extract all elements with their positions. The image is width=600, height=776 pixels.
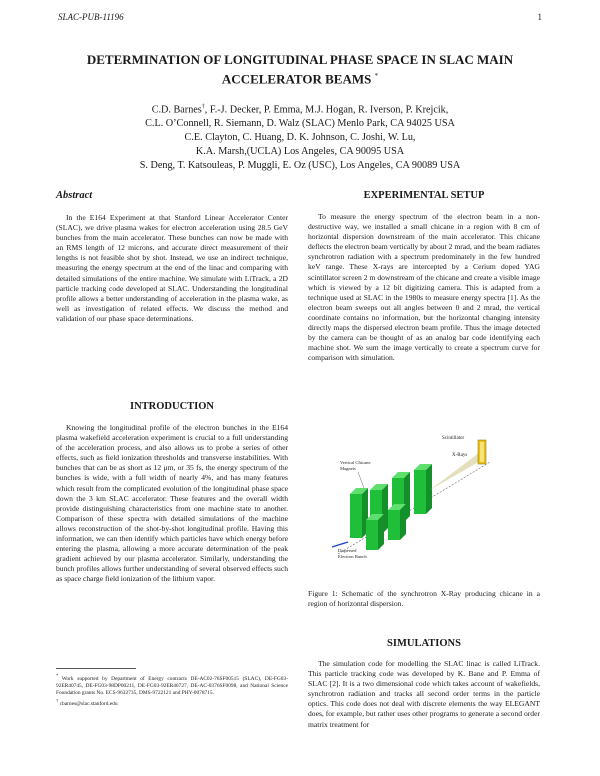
footnote-email-text: cbarnes@slac.stanford.edu: [59, 700, 118, 707]
author-line-3: C.E. Clayton, C. Huang, D. K. Johnson, C. Joshi, W. Lu,: [184, 132, 416, 144]
paper-title: [40, 52, 560, 87]
footnote-funding-mark: *: [56, 673, 59, 678]
author-line-2: C.L. O’Connell, R. Siemann, D. Walz (SLAC) Menlo Park, CA 94025 USA: [145, 118, 455, 130]
author-footnote-mark: †: [201, 104, 205, 110]
label-magnets-leader: [358, 472, 364, 488]
simulations-heading: SIMULATIONS: [387, 638, 461, 649]
experimental-section: [308, 212, 540, 363]
footnote-funding-text: Work supported by Department of Energy contracts DE-AC02-76SF00515 (SLAC), DE-FG03-92ER40745, DE-FG03-98DP00211, DE-FG03-92ER40727, DE-AC-0376SF0098, and National Science Foundation grants No. ECS-9632735, DMS-9722121 and PHY-0078715.: [56, 675, 288, 696]
report-id: SLAC-PUB-11196: [58, 12, 124, 22]
author-line-1-start: C.D. Barnes: [151, 104, 202, 116]
abstract-heading: Abstract: [56, 190, 93, 201]
paper-title-text: DETERMINATION OF LONGITUDINAL PHASE SPACE IN SLAC MAIN ACCELERATOR BEAMS: [86, 52, 514, 87]
scintillator-screen: [478, 440, 486, 464]
author-line-5: S. Deng, T. Katsouleas, P. Muggli, E. Oz (USC), Los Angeles, CA 90089 USA: [139, 160, 461, 172]
simulations-heading-wrap: [308, 638, 540, 649]
abstract-heading-wrap: [56, 190, 288, 207]
label-scintillator: Scintillator: [442, 436, 465, 441]
footnote-email: [56, 697, 288, 708]
author-line-1: [30, 100, 570, 117]
footnote-funding: [56, 672, 288, 697]
chicane-figure: [330, 430, 500, 565]
label-magnets-2: Magnets: [340, 466, 356, 471]
simulations-section: [308, 659, 540, 730]
introduction-section: [56, 423, 288, 585]
abstract-section: [56, 213, 288, 324]
introduction-heading-wrap: [56, 401, 288, 412]
magnet-4: [414, 464, 432, 514]
chicane-magnets: [350, 464, 432, 550]
abstract-text: In the E164 Experiment at that Stanford Linear Accelerator Center (SLAC), we drive plasma wakes for electron acceleration using 28.5 GeV bunches from the main accelerator. These bunches can now be made with an RMS length of 12 microns, and accurate direct measurement of their lengths is not feasible shot by shot. Instead, we use an indirect technique, measuring the energy spectrum at the end of the linac and comparing with detailed simulations of the entire machine. We simulate with LiTrack, a 2D particle tracking code developed at SLAC. Understanding the longitudinal profile allows a better understanding of acceleration in the plasma wake, as well as investigation of related effects. We discuss the method and validation of our phase space determinations.: [56, 213, 288, 323]
label-magnets-1: Vertical Chicane: [340, 460, 371, 465]
experimental-setup-text: To measure the energy spectrum of the electron beam in a non-destructive way, we installed a small chicane in a region with 8 cm of horizontal dispersion downstream of the main accelerator. This chicane deflects the electron beam vertically by about 2 mrad, and the beam radiates synchrotron radiation with a spectrum predominately in the few hundred keV range. These X-rays are intercepted by a Cerium doped YAG scintillator screen 2 m downstream of the chicane and create a visible image which is viewed by a 12 bit digitizing camera. This is adapted from a technique used at SLAC in the 1980s to measure energy spectra [1]. As the electron beam sweeps out all angles between 0 and 2 mrad, the vertical coordinate contains no information, but the horizontal changing intensity directly maps the dispersed electron beam profile. Thus the image detected by the camera can be thought of as an analog bar code identifying each machine shot. We sum the image vertically to create a spectrum curve for comparison with simulation.: [308, 212, 540, 363]
figure-caption: Figure 1: Schematic of the synchrotron X-Ray producing chicane in a region of horizontal dispersion.: [308, 589, 540, 609]
electron-bunch: [332, 542, 348, 547]
experimental-setup-heading: EXPERIMENTAL SETUP: [363, 190, 485, 201]
label-bunch-2: Electron Bunch: [338, 554, 367, 559]
magnet-6: [388, 504, 406, 540]
author-line-1-end: , F.-J. Decker, P. Emma, M.J. Hogan, R. Iverson, P. Krejcik,: [204, 104, 449, 116]
magnet-5: [366, 514, 384, 550]
introduction-text: Knowing the longitudinal profile of the electron bunches in the E164 plasma wakefield acceleration experiment is crucial to a full understanding of the acceleration process, and also allows us to probe a series of other effects, such as field ionization thresholds and transverse instabilities. With bunches that can be as short as 12 μm, or 35 fs, the energy spectrum of the bunches is wide, with a full width of nearly 4%, and has many features which result from the complicated evolution of the longitudinal phase space down the 3 km SLAC accelerator. These features and the overall width provide distinguishing characteristics from one machine state to another. Comparison of these spectra with detailed simulations of the machine allows reconstruction of the shot-by-shot longitudinal profile. Having this information, we can then identify which particles have which energy before entering the plasma, allowing a more accurate determination of the peak gradient achieved by our plasma accelerator. Similarly, understanding the bunch profiles allows further understanding of several observed effects such as space charge field ionization of the lithium vapor.: [56, 423, 288, 584]
label-xrays: X-Rays: [452, 453, 468, 458]
simulations-text: The simulation code for modelling the SLAC linac is called LiTrack. This particle tracking code was developed by K. Bane and P. Emma of SLAC [2]. It is a two dimensional code which takes account of wakefields, synchrotron radiation and tracks all second order terms in the particle optics. This code does not deal with discrete elements the way ELEGANT does, for example, but rather uses other programs to generate a second order matrix treatment for: [308, 659, 540, 729]
footnote-divider: [56, 668, 136, 669]
experimental-heading-wrap: [308, 190, 540, 201]
page-number: 1: [537, 12, 542, 22]
title-footnote-mark: *: [374, 72, 379, 80]
label-bunch-1: Dispersed: [338, 548, 357, 553]
magnet-1: [350, 488, 368, 538]
author-block: [30, 100, 570, 173]
footnotes: [56, 672, 288, 708]
footnote-email-mark: †: [56, 697, 59, 703]
author-line-4: K.A. Marsh,(UCLA) Los Angeles, CA 90095 USA: [195, 146, 405, 158]
introduction-heading: INTRODUCTION: [129, 401, 214, 412]
